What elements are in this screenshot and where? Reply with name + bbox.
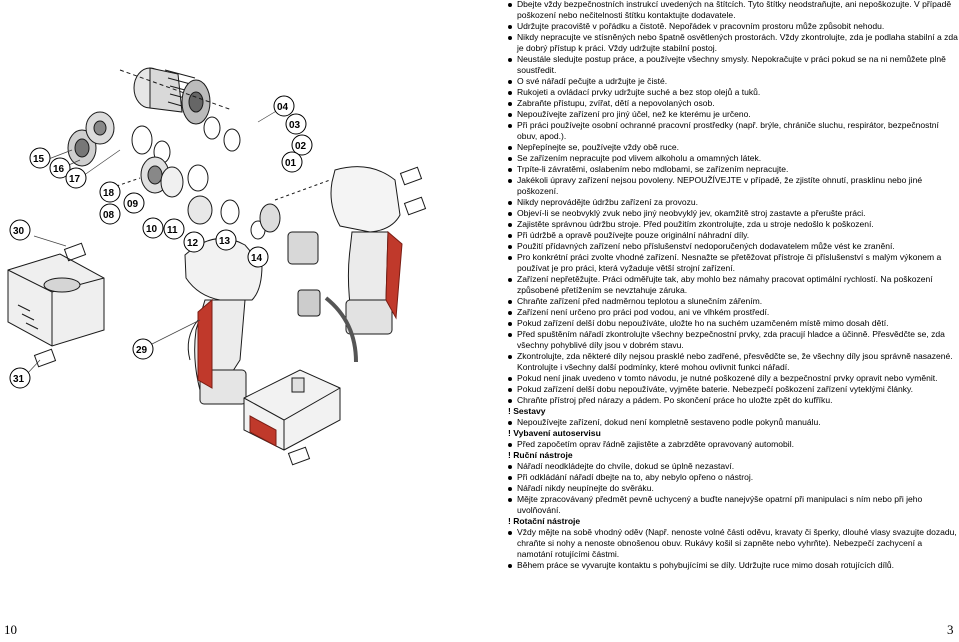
- bullet-item: [507, 274, 959, 296]
- bullet-text: Pokud zařízení delší dobu nepoužíváte, uložte ho na suchém uzamčeném místě mimo dosah dětí.: [517, 318, 889, 328]
- battery-part: [244, 370, 340, 450]
- bullet-text: Zajistěte správnou údržbu stroje. Před použitím zkontrolujte, zda u stroje nedošlo k poškození.: [517, 219, 874, 229]
- bullet-item: [507, 241, 959, 252]
- bullet-icon: [508, 311, 512, 315]
- bullet-icon: [508, 58, 512, 62]
- bullet-text: Udržujte pracoviště v pořádku a čistotě. Nepořádek v pracovním prostoru může způsobit nehodu.: [517, 21, 885, 31]
- bullet-item: [507, 208, 959, 219]
- svg-text:15: 15: [33, 154, 45, 165]
- bullet-item: [507, 395, 959, 406]
- section-heading: ! Rotační nástroje: [508, 516, 581, 526]
- bullet-icon: [508, 399, 512, 403]
- bullet-item: [507, 373, 959, 384]
- bullet-text: Trpíte-li závratěmi, oslabením nebo mdlobami, se zařízením nepracujte.: [517, 164, 789, 174]
- bullet-icon: [508, 212, 512, 216]
- svg-text:13: 13: [219, 236, 231, 247]
- svg-text:12: 12: [187, 238, 199, 249]
- section-heading: ! Ruční nástroje: [508, 450, 573, 460]
- tool-housing-right: [331, 167, 402, 334]
- bullet-text: Nářadí neodkládejte do chvíle, dokud se úplně nezastaví.: [517, 461, 735, 471]
- switch-part: [288, 232, 356, 362]
- bullet-text: Zařízení nepřetěžujte. Práci odměřujte tak, aby mohlo bez námahy pracovat optimální rychlostí. Na poškození způsobené přetížením se nevztahuje záruka.: [517, 274, 933, 295]
- bullet-item: [507, 296, 959, 307]
- bullet-text: Chraňte přístroj před nárazy a pádem. Po skončení práce ho uložte zpět do kufříku.: [517, 395, 833, 405]
- svg-text:14: 14: [251, 253, 263, 264]
- bullet-item: [507, 329, 959, 351]
- page-number-right: 3: [947, 622, 954, 637]
- bullet-item: [507, 318, 959, 329]
- bullet-text: Mějte zpracovávaný předmět pevně uchycený a buďte nanejvýše opatrní při manipulaci s ním nebo při jeho uvolňování.: [517, 494, 923, 515]
- bullet-icon: [508, 322, 512, 326]
- bullet-icon: [508, 531, 512, 535]
- callout-29: [133, 339, 153, 359]
- bullet-icon: [508, 333, 512, 337]
- bullet-icon: [508, 377, 512, 381]
- bullet-text: Při odkládání nářadí dbejte na to, aby nebylo opřeno o nástroj.: [517, 472, 754, 482]
- bullet-text: Se zařízením nepracujte pod vlivem alkoholu a omamných látek.: [517, 153, 762, 163]
- callout-08: [100, 204, 120, 224]
- bullet-text: Nepoužívejte zařízení, dokud není kompletně sestaveno podle pokynů manuálu.: [517, 417, 821, 427]
- bullet-text: Nepoužívejte zařízení pro jiný účel, než ke kterému je určeno.: [517, 109, 751, 119]
- bullet-icon: [508, 91, 512, 95]
- bullet-icon: [508, 487, 512, 491]
- bullet-text: Nikdy nepracujte ve stísněných nebo špatně osvětlených prostorách. Vždy zkontrolujte, zda je podlaha stabilní a zda je dobrý přístup k práci. Vždy udržujte stabilní postoj.: [517, 32, 958, 53]
- callout-04: [274, 96, 294, 116]
- bullet-item: [507, 76, 959, 87]
- bullet-text: Nářadí nikdy neupínejte do svěráku.: [517, 483, 654, 493]
- bullet-icon: [508, 80, 512, 84]
- bullet-text: Chraňte zařízení před nadměrnou teplotou a slunečním zářením.: [517, 296, 763, 306]
- bullet-text: Zkontrolujte, zda některé díly nejsou prasklé nebo zadřené, přesvědčte se, že všechny díly jsou správně nasazené. Kontrolujte i všechny další podmínky, které mohou ovlivnit funkci nářadí.: [517, 351, 953, 372]
- bullet-text: Při práci používejte osobní ochranné pracovní prostředky (např. brýle, chrániče sluchu, respirátor, bezpečnostní obuv, apod.).: [517, 120, 939, 141]
- bullet-icon: [508, 564, 512, 568]
- bullet-item: [507, 32, 959, 54]
- callout-31: [10, 368, 30, 388]
- bullet-item: [507, 384, 959, 395]
- bullet-icon: [508, 245, 512, 249]
- callout-17: [66, 168, 86, 188]
- bullet-text: Před započetím oprav řádně zajistěte a zabrzděte opravovaný automobil.: [517, 439, 794, 449]
- svg-text:08: 08: [103, 210, 115, 221]
- bullet-item: [507, 494, 959, 516]
- section-heading: ! Sestavy: [508, 406, 546, 416]
- bullet-icon: [508, 223, 512, 227]
- bullet-text: Neustále sledujte postup práce, a používejte všechny smysly. Nepokračujte v práci pokud se na ni nemůžete plně soustředit.: [517, 54, 946, 75]
- bullet-item: [507, 175, 959, 197]
- safety-instructions: [507, 0, 959, 571]
- bullet-icon: [508, 36, 512, 40]
- bullet-item: [507, 527, 959, 560]
- bullet-text: Použití přídavných zařízení nebo příslušenství nedoporučených dodavatelem může vést ke zranění.: [517, 241, 895, 251]
- bullet-item: [507, 472, 959, 483]
- svg-text:29: 29: [136, 345, 148, 356]
- bullet-text: Pokud zařízení delší dobu nepoužíváte, vyjměte baterie. Nebezpečí poškození zařízení vyteklými články.: [517, 384, 914, 394]
- bullet-item: [507, 164, 959, 175]
- svg-text:01: 01: [285, 158, 297, 169]
- svg-text:16: 16: [53, 164, 65, 175]
- bullet-icon: [508, 300, 512, 304]
- bullet-text: Nikdy neprovádějte údržbu zařízení za provozu.: [517, 197, 699, 207]
- exploded-parts-diagram: [0, 0, 500, 615]
- bullet-text: Zabraňte přístupu, zvířat, dětí a nepovolaných osob.: [517, 98, 715, 108]
- callout-14: [248, 247, 268, 267]
- bullet-icon: [508, 355, 512, 359]
- bullet-item: [507, 109, 959, 120]
- bullet-icon: [508, 465, 512, 469]
- bullet-item: [507, 417, 959, 428]
- callout-13: [216, 230, 236, 250]
- svg-text:03: 03: [289, 120, 301, 131]
- bullet-item: [507, 197, 959, 208]
- callout-11: [164, 219, 184, 239]
- bullet-icon: [508, 443, 512, 447]
- svg-text:17: 17: [69, 174, 81, 185]
- bullet-item: [507, 461, 959, 472]
- bullet-text: O své nářadí pečujte a udržujte je čisté.: [517, 76, 668, 86]
- bullet-item: [507, 87, 959, 98]
- bullet-icon: [508, 388, 512, 392]
- bullet-icon: [508, 113, 512, 117]
- bullet-text: Vždy mějte na sobě vhodný oděv (Např. nenoste volné části oděvu, kravaty či šperky, dlouhé vlasy svazujte dozadu, chraňte si nohy a nenoste obnošenou obuv. Rukávy košil si zapněte nebo vyhrňte). Nebezpečí zachycení a namotání rotujícími částmi.: [517, 527, 957, 559]
- bullet-text: Při údržbě a opravě používejte pouze originální náhradní díly.: [517, 230, 750, 240]
- bullet-text: Dbejte vždy bezpečnostních instrukcí uvedených na štítcích. Tyto štítky neodstraňujte, ani nepoškozujte. V případě poškození nebo nečitelnosti štítku kontaktujte dodavatele.: [517, 0, 952, 20]
- bullet-item: [507, 98, 959, 109]
- bullet-icon: [508, 234, 512, 238]
- motor-part: [120, 68, 232, 124]
- bullet-text: Zařízení není určeno pro práci pod vodou, ani ve vlhkém prostředí.: [517, 307, 770, 317]
- bullet-text: Před spuštěním nářadí zkontrolujte všechny bezpečnostní prvky, zda pracují hladce a účinně. Přesvědčte se, zda všechny pohyblivé díly jsou v dobrém stavu.: [517, 329, 945, 350]
- bullet-text: Objeví-li se neobvyklý zvuk nebo jiný neobvyklý jev, okamžitě stroj zastavte a přerušte práci.: [517, 208, 866, 218]
- bullet-icon: [508, 476, 512, 480]
- bullet-item: [507, 0, 959, 21]
- callout-10: [143, 218, 163, 238]
- bullet-text: Nepřepínejte se, používejte vždy obě ruce.: [517, 142, 680, 152]
- bullet-icon: [508, 157, 512, 161]
- bullet-item: [507, 483, 959, 494]
- bullet-icon: [508, 421, 512, 425]
- bullet-icon: [508, 498, 512, 502]
- bullet-text: Pro konkrétní práci zvolte vhodné zařízení. Nesnažte se přetěžovat přístroje či příslušenství s malým výkonem a používat je pro práci, která vyžaduje větší strojní zařízení.: [517, 252, 942, 273]
- bullet-item: [507, 142, 959, 153]
- svg-text:30: 30: [13, 226, 25, 237]
- callout-15: [30, 148, 50, 168]
- bullet-icon: [508, 201, 512, 205]
- bullet-item: [507, 230, 959, 241]
- bullet-text: Během práce se vyvarujte kontaktu s pohybujícími se díly. Udržujte ruce mimo dosah rotujících dílů.: [517, 560, 895, 570]
- bullet-item: [507, 153, 959, 164]
- bullet-icon: [508, 102, 512, 106]
- bullet-item: [507, 54, 959, 76]
- callout-01: [282, 152, 302, 172]
- callout-30: [10, 220, 30, 240]
- svg-text:11: 11: [167, 225, 178, 236]
- bullet-icon: [508, 146, 512, 150]
- bullet-item: [507, 120, 959, 142]
- bullet-item: [507, 219, 959, 230]
- bullet-icon: [508, 168, 512, 172]
- bullet-icon: [508, 3, 512, 7]
- svg-text:18: 18: [103, 188, 115, 199]
- callout-12: [184, 232, 204, 252]
- bullet-icon: [508, 25, 512, 29]
- bullet-icon: [508, 124, 512, 128]
- section-heading: ! Vybavení autoservisu: [508, 428, 601, 438]
- callout-09: [124, 193, 144, 213]
- bullet-text: Rukojeti a ovládací prvky udržujte suché a bez stop olejů a tuků.: [517, 87, 761, 97]
- charger-part: [8, 254, 104, 346]
- bullet-item: [507, 252, 959, 274]
- bullet-item: [507, 560, 959, 571]
- bullet-item: [507, 439, 959, 450]
- bullet-icon: [508, 256, 512, 260]
- bullet-text: Jakékoli úpravy zařízení nejsou povoleny. NEPOUŽÍVEJTE v případě, že zjistíte ohnutí, prasklinu nebo jiné poškození.: [517, 175, 923, 196]
- svg-text:31: 31: [13, 374, 25, 385]
- svg-text:10: 10: [146, 224, 158, 235]
- bullet-text: Pokud není jinak uvedeno v tomto návodu, je nutné poškozené díly a bezpečnostní prvky opravit nebo vyměnit.: [517, 373, 938, 383]
- bullet-icon: [508, 278, 512, 282]
- svg-text:04: 04: [277, 102, 289, 113]
- svg-text:09: 09: [127, 199, 139, 210]
- callout-03: [286, 114, 306, 134]
- callout-18: [100, 182, 120, 202]
- bullet-icon: [508, 179, 512, 183]
- bullet-item: [507, 351, 959, 373]
- svg-text:02: 02: [295, 141, 307, 152]
- bullet-item: [507, 21, 959, 32]
- bullet-item: [507, 307, 959, 318]
- page-number-left: 10: [4, 622, 17, 637]
